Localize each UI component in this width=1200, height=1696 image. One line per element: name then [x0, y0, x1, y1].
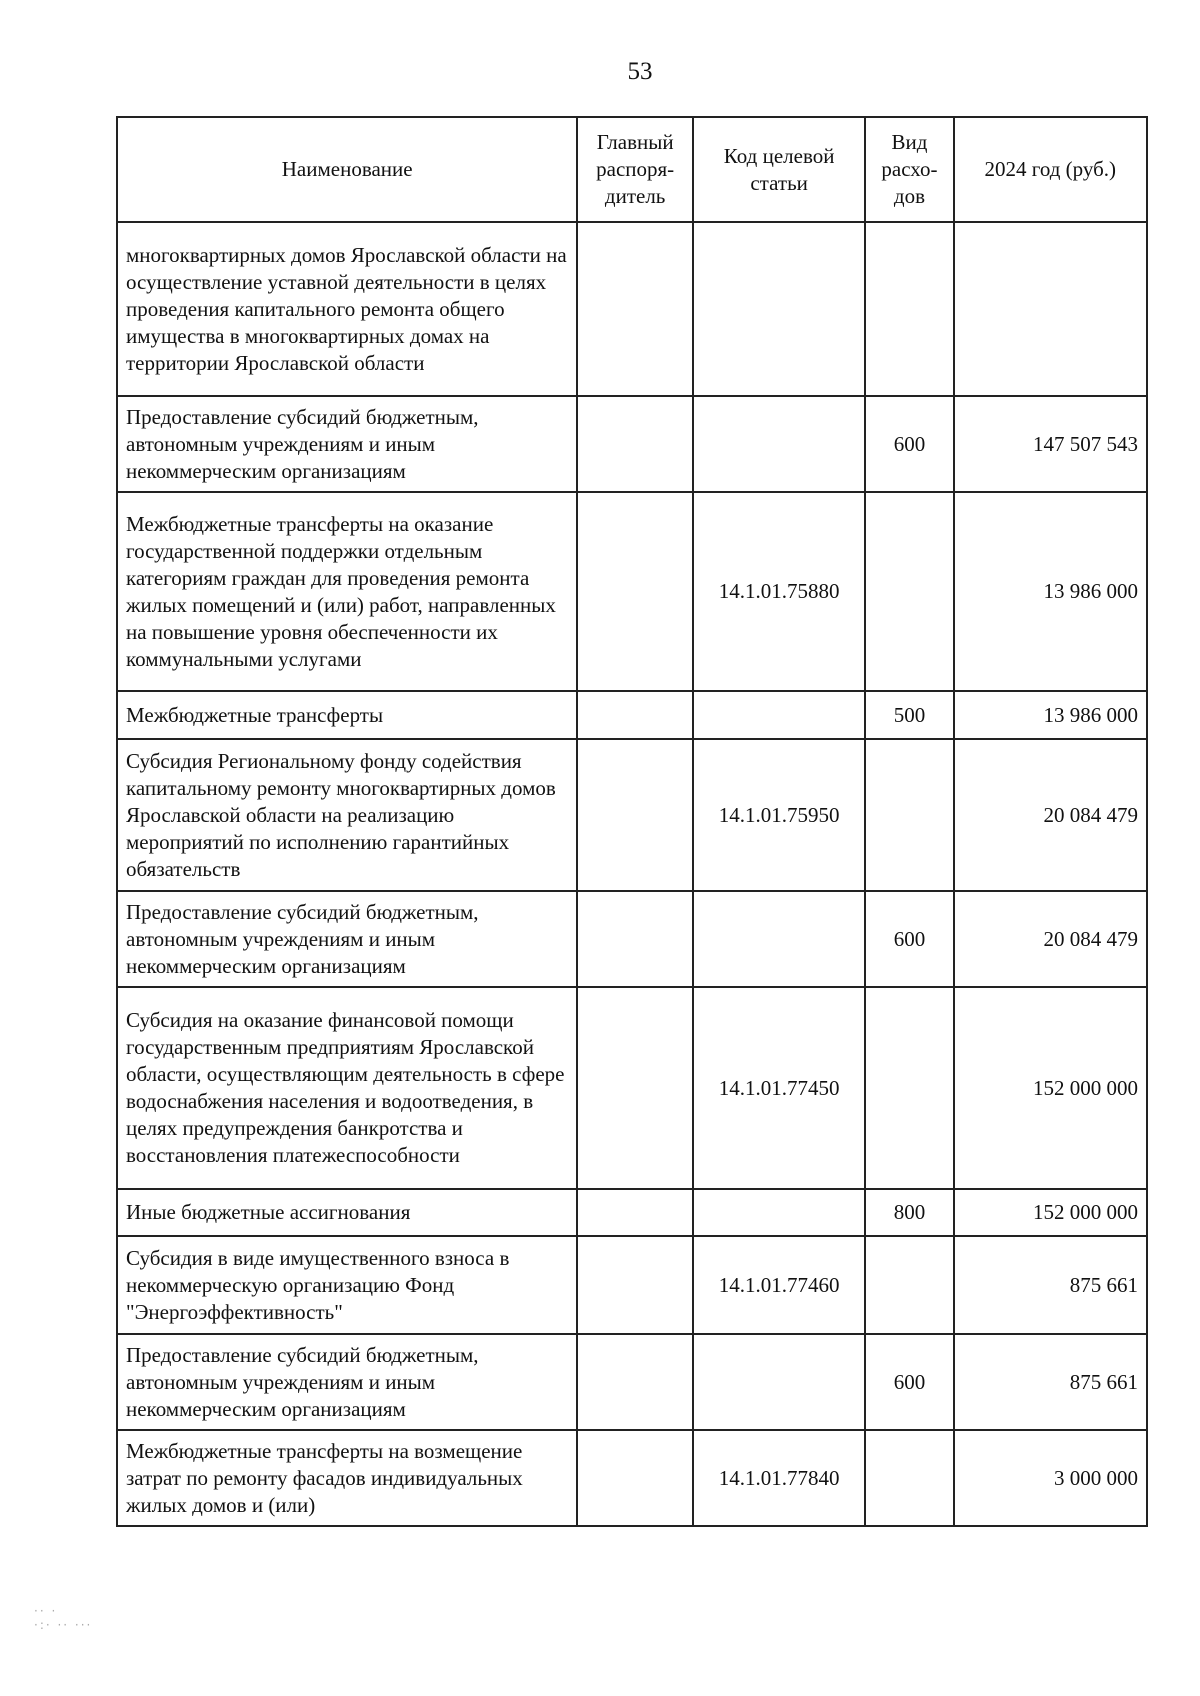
row-target-code [693, 222, 865, 396]
scan-specks: ·· · ·:· ·· ··· [34, 1604, 93, 1632]
row-amount: 20 084 479 [954, 739, 1147, 891]
row-target-code [693, 396, 865, 492]
row-target-code [693, 891, 865, 987]
row-chief-administrator [577, 222, 693, 396]
row-target-code [693, 1334, 865, 1430]
row-name: Субсидия Региональному фонду содействия капитальному ремонту многоквартирных домов Ярославской области на реализацию мероприятий по исполнению гарантийных обязательств [117, 739, 577, 891]
row-name: Иные бюджетные ассигнования [117, 1189, 577, 1236]
row-chief-administrator [577, 492, 693, 691]
row-name: Предоставление субсидий бюджетным, автономным учреждениям и иным некоммерческим организациям [117, 1334, 577, 1430]
row-amount: 875 661 [954, 1334, 1147, 1430]
row-chief-administrator [577, 1334, 693, 1430]
row-amount [954, 222, 1147, 396]
row-amount: 3 000 000 [954, 1430, 1147, 1526]
row-name: Субсидия в виде имущественного взноса в некоммерческую организацию Фонд "Энергоэффективность" [117, 1236, 577, 1334]
row-name: многоквартирных домов Ярославской области на осуществление уставной деятельности в целях проведения капитального ремонта общего имущества в многоквартирных домах на территории Ярославской области [117, 222, 577, 396]
table-row [117, 1334, 1147, 1430]
budget-table [116, 116, 1148, 1527]
row-target-code [693, 1189, 865, 1236]
row-name: Межбюджетные трансферты на оказание государственной поддержки отдельным категориям граждан для проведения ремонта жилых помещений и (или) работ, направленных на повышение уровня обеспеченности их коммунальными услугами [117, 492, 577, 691]
row-name: Предоставление субсидий бюджетным, автономным учреждениям и иным некоммерческим организациям [117, 396, 577, 492]
row-amount: 152 000 000 [954, 987, 1147, 1189]
row-target-code [693, 691, 865, 739]
header-name: Наименование [117, 117, 577, 222]
table-row [117, 1430, 1147, 1526]
row-expense-type [865, 492, 953, 691]
row-target-code: 14.1.01.75880 [693, 492, 865, 691]
table-row [117, 222, 1147, 396]
row-chief-administrator [577, 396, 693, 492]
header-target-code: Код целевой статьи [693, 117, 865, 222]
row-amount: 147 507 543 [954, 396, 1147, 492]
row-expense-type: 600 [865, 396, 953, 492]
row-amount: 13 986 000 [954, 492, 1147, 691]
table-row [117, 691, 1147, 739]
row-name: Межбюджетные трансферты [117, 691, 577, 739]
table-header-row [117, 117, 1147, 222]
header-amount-2024: 2024 год (руб.) [954, 117, 1147, 222]
row-name: Межбюджетные трансферты на возмещение затрат по ремонту фасадов индивидуальных жилых домов и (или) [117, 1430, 577, 1526]
row-name: Субсидия на оказание финансовой помощи государственным предприятиям Ярославской области, осуществляющим деятельность в сфере водоснабжения населения и водоотведения, в целях предупреждения банкротства и восстановления платежеспособности [117, 987, 577, 1189]
row-chief-administrator [577, 1189, 693, 1236]
table-row [117, 492, 1147, 691]
row-chief-administrator [577, 987, 693, 1189]
table-row [117, 1189, 1147, 1236]
row-amount: 875 661 [954, 1236, 1147, 1334]
table-row [117, 739, 1147, 891]
row-expense-type: 800 [865, 1189, 953, 1236]
row-name: Предоставление субсидий бюджетным, автономным учреждениям и иным некоммерческим организациям [117, 891, 577, 987]
header-chief-administrator: Главный распоря-дитель [577, 117, 693, 222]
table-row [117, 1236, 1147, 1334]
row-chief-administrator [577, 891, 693, 987]
row-chief-administrator [577, 1430, 693, 1526]
row-chief-administrator [577, 691, 693, 739]
row-expense-type: 600 [865, 1334, 953, 1430]
row-expense-type: 600 [865, 891, 953, 987]
row-expense-type [865, 1430, 953, 1526]
row-expense-type [865, 739, 953, 891]
row-amount: 20 084 479 [954, 891, 1147, 987]
row-target-code: 14.1.01.77460 [693, 1236, 865, 1334]
row-target-code: 14.1.01.77450 [693, 987, 865, 1189]
row-target-code: 14.1.01.77840 [693, 1430, 865, 1526]
row-expense-type [865, 1236, 953, 1334]
row-expense-type [865, 222, 953, 396]
row-expense-type: 500 [865, 691, 953, 739]
row-amount: 152 000 000 [954, 1189, 1147, 1236]
row-target-code: 14.1.01.75950 [693, 739, 865, 891]
table-row [117, 987, 1147, 1189]
row-chief-administrator [577, 1236, 693, 1334]
row-amount: 13 986 000 [954, 691, 1147, 739]
page-number: 53 [627, 58, 653, 85]
row-expense-type [865, 987, 953, 1189]
header-expense-type: Вид расхо-дов [865, 117, 953, 222]
table-row [117, 396, 1147, 492]
row-chief-administrator [577, 739, 693, 891]
table-row [117, 891, 1147, 987]
